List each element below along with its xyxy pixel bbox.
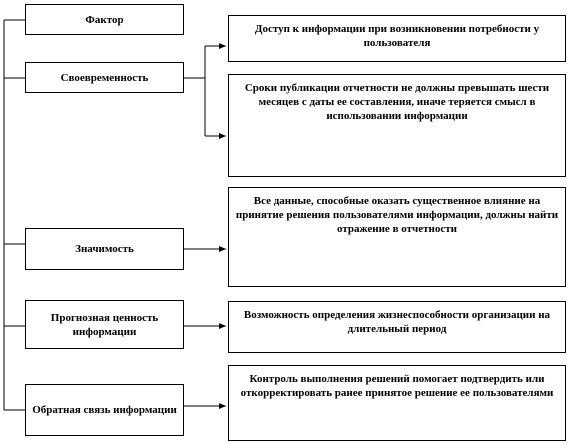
factor-significance-label: Значимость	[75, 243, 134, 255]
desc-predictive-box	[228, 301, 566, 353]
desc-significance-text: Все данные, способные оказать существенное влияние на принятие решения пользователями информации, должны найти отражение в отчетности	[235, 195, 559, 235]
desc-feedback-box	[228, 365, 566, 441]
factor-header-label: Фактор	[85, 13, 124, 26]
factor-timeliness-label: Своевременность	[60, 71, 149, 84]
factor-significance-box	[25, 228, 184, 270]
desc-feedback-text: Контроль выполнения решений помогает подтвердить или откорректировать ранее принятое решение ее пользователями	[240, 373, 554, 399]
desc-deadlines-text: Сроки публикации отчетности не должны превышать шести месяцев с даты ее составления, иначе теряется смысл в использовании информации	[244, 82, 550, 122]
factor-predictive-box	[25, 300, 184, 349]
factor-header-box	[25, 4, 184, 35]
desc-access-box	[228, 15, 566, 62]
factor-feedback-label: Обратная связь информации	[32, 404, 177, 416]
desc-predictive-text: Возможность определения жизнеспособности организации на длительный период	[243, 309, 551, 335]
desc-deadlines-box	[228, 74, 566, 177]
factor-timeliness-box	[25, 62, 184, 93]
desc-access-text: Доступ к информации при возникновении потребности у пользователя	[254, 23, 540, 49]
factor-feedback-box	[25, 384, 184, 436]
desc-significance-box	[228, 187, 566, 287]
factor-predictive-label: Прогнозная ценность информации	[50, 311, 159, 338]
